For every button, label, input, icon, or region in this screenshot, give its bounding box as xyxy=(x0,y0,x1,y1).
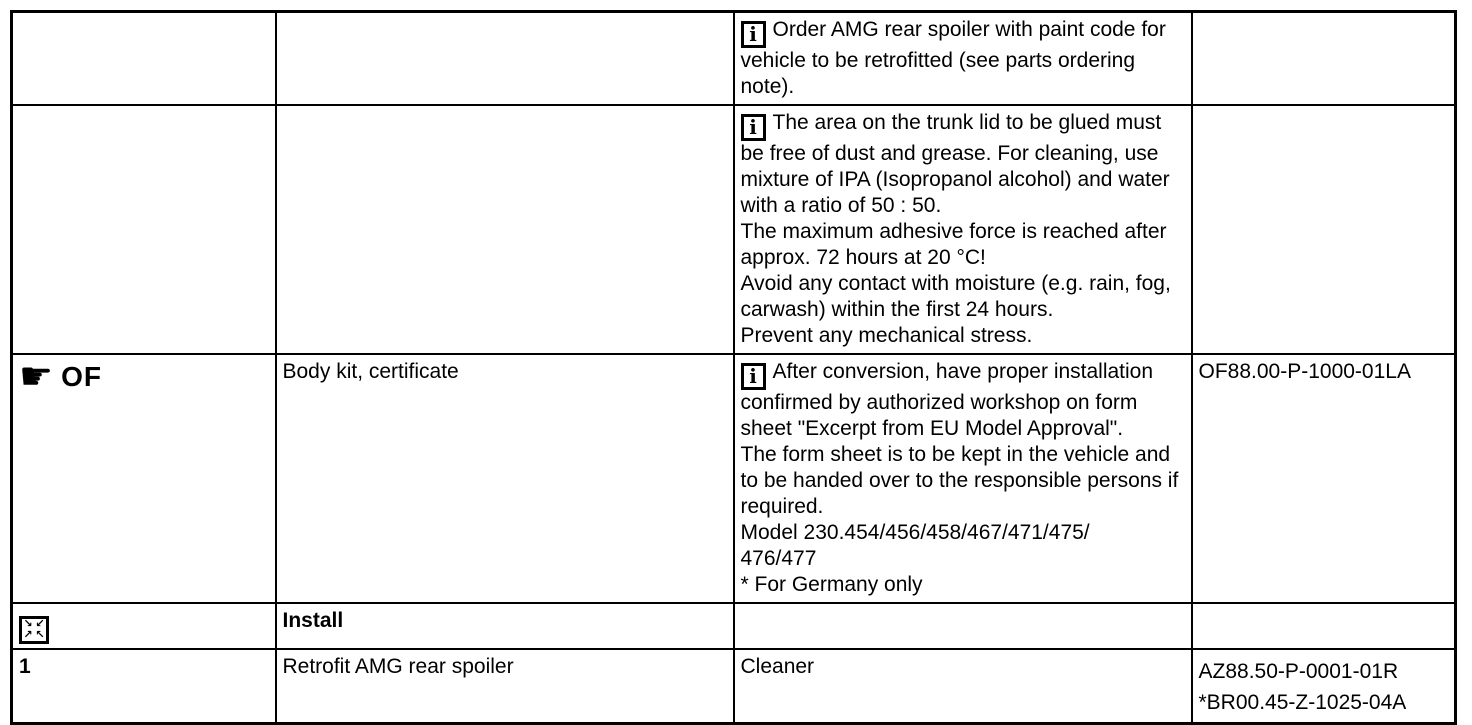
note-text: Prevent any mechanical stress. xyxy=(740,324,1033,347)
document-cell xyxy=(1192,649,1456,724)
notes-cell xyxy=(734,649,1192,724)
document-number: OF88.00-P-1000-01LA xyxy=(1198,360,1411,383)
note-text: The form sheet is to be kept in the vehicle and to be handed over to the responsible persons if required. xyxy=(740,443,1179,518)
item-cell xyxy=(276,354,734,603)
item-text: Body kit, certificate xyxy=(282,360,459,383)
item-cell xyxy=(276,105,734,354)
item-cell xyxy=(276,649,734,724)
note-text: Order AMG rear spoiler with paint code for vehicle to be retrofitted (see parts ordering note). xyxy=(740,18,1166,98)
procedure-table xyxy=(10,10,1457,725)
document-cell xyxy=(1192,603,1456,649)
table-row xyxy=(12,603,1456,649)
of-label: OF xyxy=(61,361,102,392)
symbol-cell xyxy=(12,12,276,106)
section-heading: Install xyxy=(282,609,344,632)
note-paragraph xyxy=(741,17,1185,100)
note-paragraph xyxy=(741,110,1185,219)
arrow-glyph: ↖ xyxy=(35,629,45,641)
info-icon: i xyxy=(741,21,766,48)
note-text: Model 230.454/456/458/467/471/475/ xyxy=(740,521,1090,544)
step-number: 1 xyxy=(19,655,31,678)
document-cell xyxy=(1192,105,1456,354)
notes-cell xyxy=(734,603,1192,649)
notes-cell xyxy=(734,105,1192,354)
note-paragraph xyxy=(741,219,1185,271)
symbol-cell xyxy=(12,603,276,649)
of-symbol xyxy=(19,356,269,398)
note-paragraph xyxy=(741,520,1185,546)
info-icon: i xyxy=(741,363,766,390)
note-text: Avoid any contact with moisture (e.g. rain, fog, carwash) within the first 24 hours. xyxy=(740,272,1171,321)
document-number: AZ88.50-P-0001-01R xyxy=(1198,660,1399,683)
document-cell xyxy=(1192,354,1456,603)
table-row xyxy=(12,105,1456,354)
symbol-cell xyxy=(12,354,276,603)
notes-cell xyxy=(734,354,1192,603)
table-row xyxy=(12,12,1456,106)
arrow-glyph: ↘ xyxy=(23,618,33,630)
note-text: After conversion, have proper installation confirmed by authorized workshop on form sheet "Excerpt from EU Model Approval". xyxy=(740,360,1154,440)
note-paragraph xyxy=(741,323,1185,349)
material-text: Cleaner xyxy=(740,655,815,678)
note-text: 476/477 xyxy=(740,547,817,570)
table-row xyxy=(12,649,1456,724)
document-number: *BR00.45-Z-1025-04A xyxy=(1198,691,1407,714)
notes-cell xyxy=(734,12,1192,106)
arrow-glyph: ↗ xyxy=(23,629,33,641)
note-paragraph xyxy=(741,442,1185,520)
note-text: * For Germany only xyxy=(740,573,923,596)
note-paragraph xyxy=(741,546,1185,572)
document-cell xyxy=(1192,12,1456,106)
note-paragraph xyxy=(741,572,1185,598)
table-row xyxy=(12,354,1456,603)
note-paragraph xyxy=(741,271,1185,323)
item-text: Retrofit AMG rear spoiler xyxy=(282,655,514,678)
install-icon xyxy=(19,616,49,644)
symbol-cell xyxy=(12,105,276,354)
step-number-cell xyxy=(12,649,276,724)
note-paragraph xyxy=(741,359,1185,442)
info-icon: i xyxy=(741,114,766,141)
pointing-hand-icon: ☛ xyxy=(19,356,54,398)
note-text: The area on the trunk lid to be glued must be free of dust and grease. For cleaning, use mixture of IPA (Isopropanol alcohol) and water with a ratio of 50 : 50. xyxy=(740,111,1170,217)
item-cell xyxy=(276,12,734,106)
note-text: The maximum adhesive force is reached after approx. 72 hours at 20 °C! xyxy=(740,220,1167,269)
item-cell xyxy=(276,603,734,649)
arrow-glyph: ↙ xyxy=(35,618,45,630)
